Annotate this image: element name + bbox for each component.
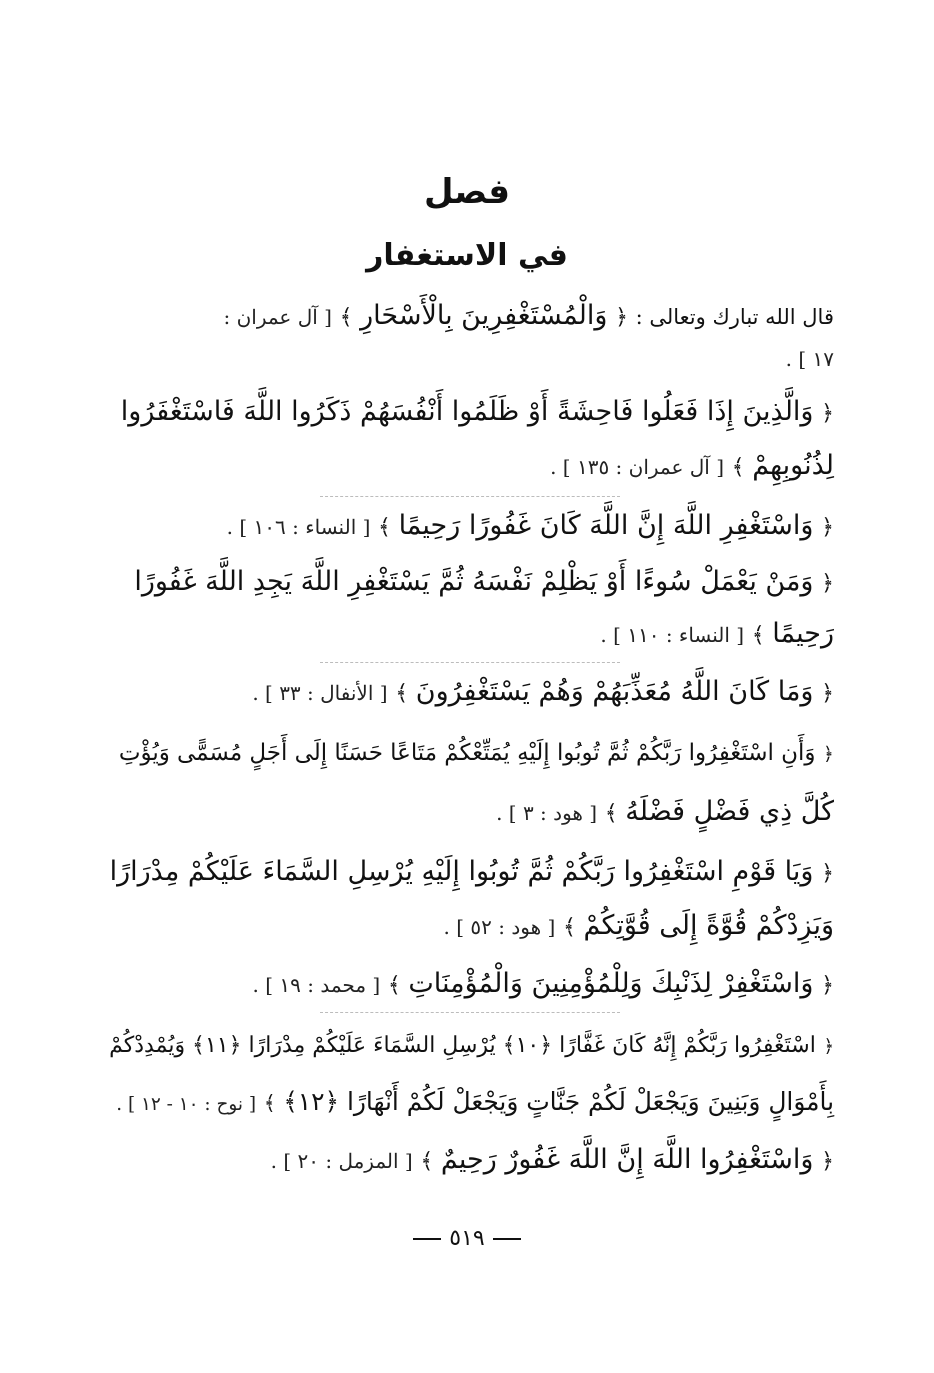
verse-text: وَاسْتَغْفِرُوا اللَّهَ إِنَّ اللَّهَ غَفُورٌ رَحِيمٌ [440, 1144, 814, 1175]
page-number: ٥١٩ [449, 1226, 485, 1251]
verse-line [94, 1140, 834, 1182]
intro-reference: [ آل عمران : [223, 305, 332, 329]
verse-line [94, 852, 834, 894]
verse-line [94, 506, 834, 548]
verse-open-ornament: ﴿ [821, 571, 834, 596]
verse-close-ornament: ﴾ [604, 801, 618, 826]
verse-line [94, 562, 834, 604]
verse-line [94, 614, 834, 656]
verse-close-ornament: ﴾ [339, 305, 353, 330]
verse-line [94, 446, 834, 488]
verse-open-ornament: ﴿ [615, 305, 628, 330]
section-title: فصل [423, 172, 511, 212]
footer-dash [493, 1238, 521, 1240]
verse-reference: [ نوح : ١٠ - ١٢ ] . [116, 1094, 257, 1115]
verse-open-ornament: ﴿ [821, 681, 834, 706]
verse-reference: [ محمد : ١٩ ] . [252, 973, 381, 997]
verse-text: وَمَنْ يَعْمَلْ سُوءًا أَوْ يَظْلِمْ نَفْسَهُ ثُمَّ يَسْتَغْفِرِ اللَّهَ يَجِدِ اللَّهَ غَفُورًا [134, 566, 814, 597]
verse-text: وَيَزِدْكُمْ قُوَّةً إِلَى قُوَّتِكُمْ [583, 910, 834, 941]
intro-verse: وَالْمُسْتَغْفِرِينَ بِالْأَسْحَارِ [360, 300, 608, 331]
verse-close-ornament: ﴾ [395, 681, 409, 706]
footer-dash [413, 1238, 441, 1240]
verse-text: وَاسْتَغْفِرْ لِذَنْبِكَ وَلِلْمُؤْمِنِينَ وَالْمُؤْمِنَاتِ [408, 968, 814, 999]
verse-line [94, 792, 834, 834]
verse-reference: [ آل عمران : ١٣٥ ] . [550, 455, 725, 479]
verse-close-ornament: ﴾ [751, 623, 765, 648]
verse-close-ornament: ﴾ [263, 1091, 276, 1115]
verse-close-ornament: ﴾ [420, 1149, 434, 1174]
verse-open-ornament: ﴿ [821, 973, 834, 998]
verse-text: وَأَنِ اسْتَغْفِرُوا رَبَّكُمْ ثُمَّ تُوبُوا إِلَيْهِ يُمَتِّعْكُمْ مَتَاعًا حَسَنًا إِلَى أَجَلٍ مُسَمًّى وَيُؤْتِ [118, 740, 816, 766]
verse-line [94, 392, 834, 434]
verse-text: رَحِيمًا [772, 618, 834, 649]
separator [320, 1012, 620, 1013]
separator [320, 496, 620, 497]
verse-reference: [ هود : ٣ ] . [496, 801, 598, 825]
page-footer [0, 1226, 934, 1251]
verse-text: كُلَّ ذِي فَضْلٍ فَضْلَهُ [625, 796, 834, 827]
verse-text: اسْتَغْفِرُوا رَبَّكُمْ إِنَّهُ كَانَ غَفَّارًا ﴿١٠﴾ يُرْسِلِ السَّمَاءَ عَلَيْكُمْ مِدْرَارًا ﴿١١﴾ وَيُمْدِدْكُمْ [109, 1033, 816, 1058]
intro-line [94, 296, 834, 338]
section-subtitle: في الاستغفار [366, 238, 568, 273]
verse-text: وَالَّذِينَ إِذَا فَعَلُوا فَاحِشَةً أَوْ ظَلَمُوا أَنْفُسَهُمْ ذَكَرُوا اللَّهَ فَاسْتَغْفَرُوا [120, 396, 814, 427]
verse-open-ornament: ﴿ [823, 744, 834, 765]
verse-reference: [ النساء : ١٠٦ ] . [226, 515, 371, 539]
separator [320, 662, 620, 663]
verse-text: لِذُنُوبِهِمْ [752, 450, 834, 481]
verse-line [94, 1024, 834, 1067]
verse-text: بِأَمْوَالٍ وَبَنِينَ وَيَجْعَلْ لَكُمْ جَنَّاتٍ وَيَجْعَلْ لَكُمْ أَنْهَارًا ﴿١٢﴾ [283, 1087, 834, 1116]
intro-text: قال الله تبارك وتعالى : [635, 305, 834, 329]
verse-open-ornament: ﴿ [821, 861, 834, 886]
verse-reference: [ الأنفال : ٣٣ ] . [252, 681, 388, 705]
verse-close-ornament: ﴾ [378, 515, 391, 540]
verse-line [94, 672, 834, 714]
verse-line [94, 732, 834, 775]
intro-line-2 [94, 338, 834, 379]
verse-line [94, 964, 834, 1006]
verse-reference: [ المزمل : ٢٠ ] . [270, 1149, 413, 1173]
verse-open-ornament: ﴿ [821, 1149, 834, 1174]
verse-text: وَاسْتَغْفِرِ اللَّهَ إِنَّ اللَّهَ كَانَ غَفُورًا رَحِيمًا [398, 510, 814, 541]
intro-reference-cont: ١٧ ] . [785, 347, 834, 371]
verse-open-ornament: ﴿ [821, 401, 834, 426]
verse-close-ornament: ﴾ [387, 973, 401, 998]
verse-close-ornament: ﴾ [562, 915, 576, 940]
verse-text: وَيَا قَوْمِ اسْتَغْفِرُوا رَبَّكُمْ ثُمَّ تُوبُوا إِلَيْهِ يُرْسِلِ السَّمَاءَ عَلَيْكُمْ مِدْرَارًا [109, 856, 814, 887]
verse-line [94, 1082, 834, 1125]
verse-reference: [ النساء : ١١٠ ] . [600, 623, 745, 647]
verse-open-ornament: ﴿ [823, 1036, 834, 1057]
verse-text: وَمَا كَانَ اللَّهُ مُعَذِّبَهُمْ وَهُمْ يَسْتَغْفِرُونَ [415, 676, 814, 707]
verse-open-ornament: ﴿ [821, 515, 834, 540]
verse-close-ornament: ﴾ [731, 455, 745, 480]
verse-reference: [ هود : ٥٢ ] . [443, 915, 556, 939]
verse-line [94, 906, 834, 948]
